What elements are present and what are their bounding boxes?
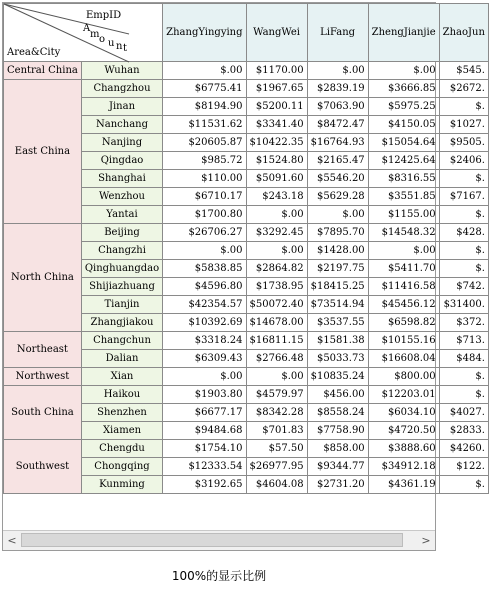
city-cell: Changzhou <box>81 80 162 98</box>
column-header-zhaojun[interactable]: ZhaoJun <box>439 4 488 62</box>
amount-cell: $6034.10 <box>368 404 439 422</box>
amount-cell: $.00 <box>163 62 246 80</box>
amount-cell: $.00 <box>163 242 246 260</box>
amount-cell: $1967.65 <box>246 80 307 98</box>
city-cell: Changzhi <box>81 242 162 260</box>
amount-cell: $57.50 <box>246 440 307 458</box>
amount-cell: $.00 <box>246 368 307 386</box>
amount-cell: $.00 <box>368 62 439 80</box>
amount-cell: $8558.24 <box>307 404 368 422</box>
amount-cell: $1524.80 <box>246 152 307 170</box>
amount-cell: $428. <box>439 224 488 242</box>
amount-cell: $14548.32 <box>368 224 439 242</box>
zoom-caption: 100%的显示比例 <box>171 569 267 583</box>
amount-cell: $7063.90 <box>307 98 368 116</box>
column-header-lifang[interactable]: LiFang <box>307 4 368 62</box>
amount-cell: $9484.68 <box>163 422 246 440</box>
amount-cell: $985.72 <box>163 152 246 170</box>
column-header-wangwei[interactable]: WangWei <box>246 4 307 62</box>
corner-amount-letter: n <box>116 41 123 52</box>
amount-cell: $45456.12 <box>368 296 439 314</box>
header-row <box>4 4 489 62</box>
amount-cell: $6677.17 <box>163 404 246 422</box>
area-cell: Northwest <box>4 368 82 386</box>
amount-cell: $9505. <box>439 134 488 152</box>
amount-cell: $701.83 <box>246 422 307 440</box>
table-row <box>4 224 489 242</box>
amount-cell: $5091.60 <box>246 170 307 188</box>
amount-cell: $122. <box>439 458 488 476</box>
amount-cell: $484. <box>439 350 488 368</box>
amount-cell: $858.00 <box>307 440 368 458</box>
amount-cell: $2197.75 <box>307 260 368 278</box>
area-cell: South China <box>4 386 82 440</box>
table-row <box>4 368 489 386</box>
amount-cell: $26977.95 <box>246 458 307 476</box>
corner-areacity-label: Area&City <box>7 47 61 58</box>
amount-cell: $6775.41 <box>163 80 246 98</box>
corner-amount-letter: A <box>83 23 91 34</box>
amount-cell: $1155.00 <box>368 206 439 224</box>
amount-cell: $2406. <box>439 152 488 170</box>
amount-cell: $2165.47 <box>307 152 368 170</box>
city-cell: Tianjin <box>81 296 162 314</box>
amount-cell: $2672. <box>439 80 488 98</box>
city-cell: Yantai <box>81 206 162 224</box>
amount-cell: $.00 <box>307 62 368 80</box>
amount-cell: $2864.82 <box>246 260 307 278</box>
amount-cell: $10422.35 <box>246 134 307 152</box>
amount-cell: $3318.24 <box>163 332 246 350</box>
amount-cell: $1700.80 <box>163 206 246 224</box>
amount-cell: $.00 <box>246 206 307 224</box>
amount-cell: $8342.28 <box>246 404 307 422</box>
report-viewer <box>2 2 485 551</box>
amount-cell: $. <box>439 170 488 188</box>
amount-cell: $4260. <box>439 440 488 458</box>
amount-cell: $5546.20 <box>307 170 368 188</box>
city-cell: Wenzhou <box>81 188 162 206</box>
area-cell: Southwest <box>4 440 82 494</box>
table-row <box>4 332 489 350</box>
amount-cell: $42354.57 <box>163 296 246 314</box>
amount-cell: $16764.93 <box>307 134 368 152</box>
scroll-left-icon[interactable]: < <box>7 534 17 547</box>
amount-cell: $12333.54 <box>163 458 246 476</box>
amount-cell: $2766.48 <box>246 350 307 368</box>
amount-cell: $10392.69 <box>163 314 246 332</box>
amount-cell: $1581.38 <box>307 332 368 350</box>
amount-cell: $. <box>439 476 488 494</box>
amount-cell: $10155.16 <box>368 332 439 350</box>
amount-cell: $1754.10 <box>163 440 246 458</box>
city-cell: Chongqing <box>81 458 162 476</box>
table-row <box>4 440 489 458</box>
corner-amount-letter: u <box>108 38 115 49</box>
city-cell: Shijiazhuang <box>81 278 162 296</box>
amount-cell: $6710.17 <box>163 188 246 206</box>
amount-cell: $18415.25 <box>307 278 368 296</box>
city-cell: Zhangjiakou <box>81 314 162 332</box>
amount-cell: $50072.40 <box>246 296 307 314</box>
amount-cell: $6309.43 <box>163 350 246 368</box>
amount-cell: $8194.90 <box>163 98 246 116</box>
amount-cell: $4604.08 <box>246 476 307 494</box>
amount-cell: $16608.04 <box>368 350 439 368</box>
amount-cell: $7758.90 <box>307 422 368 440</box>
amount-cell: $.00 <box>368 242 439 260</box>
amount-cell: $3292.45 <box>246 224 307 242</box>
amount-cell: $12203.01 <box>368 386 439 404</box>
table-row <box>4 62 489 80</box>
city-cell: Wuhan <box>81 62 162 80</box>
amount-cell: $73514.94 <box>307 296 368 314</box>
amount-cell: $2833. <box>439 422 488 440</box>
city-cell: Jinan <box>81 98 162 116</box>
amount-cell: $713. <box>439 332 488 350</box>
area-cell: Northeast <box>4 332 82 368</box>
amount-cell: $. <box>439 98 488 116</box>
area-cell: East China <box>4 80 82 224</box>
amount-cell: $1027. <box>439 116 488 134</box>
amount-cell: $3192.65 <box>163 476 246 494</box>
amount-cell: $2731.20 <box>307 476 368 494</box>
horizontal-scrollbar[interactable] <box>3 530 435 550</box>
amount-cell: $243.18 <box>246 188 307 206</box>
amount-cell: $. <box>439 386 488 404</box>
scroll-right-icon[interactable]: > <box>421 534 431 547</box>
amount-cell: $14678.00 <box>246 314 307 332</box>
city-cell: Beijing <box>81 224 162 242</box>
table-row <box>4 386 489 404</box>
city-cell: Qingdao <box>81 152 162 170</box>
amount-cell: $8316.55 <box>368 170 439 188</box>
amount-cell: $.00 <box>307 206 368 224</box>
amount-cell: $110.00 <box>163 170 246 188</box>
amount-cell: $16811.15 <box>246 332 307 350</box>
amount-cell: $12425.64 <box>368 152 439 170</box>
amount-cell: $4027. <box>439 404 488 422</box>
amount-cell: $1428.00 <box>307 242 368 260</box>
amount-cell: $4579.97 <box>246 386 307 404</box>
city-cell: Qinghuangdao <box>81 260 162 278</box>
city-cell: Shenzhen <box>81 404 162 422</box>
city-cell: Kunming <box>81 476 162 494</box>
amount-cell: $3537.55 <box>307 314 368 332</box>
amount-cell: $. <box>439 242 488 260</box>
amount-cell: $3341.40 <box>246 116 307 134</box>
city-cell: Xian <box>81 368 162 386</box>
amount-cell: $4150.05 <box>368 116 439 134</box>
amount-cell: $3888.60 <box>368 440 439 458</box>
amount-cell: $1738.95 <box>246 278 307 296</box>
amount-cell: $5629.28 <box>307 188 368 206</box>
amount-cell: $8472.47 <box>307 116 368 134</box>
amount-cell: $. <box>439 368 488 386</box>
amount-cell: $372. <box>439 314 488 332</box>
amount-cell: $34912.18 <box>368 458 439 476</box>
city-cell: Changchun <box>81 332 162 350</box>
corner-amount-letter: o <box>99 34 106 45</box>
amount-cell: $11416.58 <box>368 278 439 296</box>
amount-cell: $.00 <box>246 242 307 260</box>
amount-cell: $. <box>439 206 488 224</box>
amount-cell: $1170.00 <box>246 62 307 80</box>
city-cell: Haikou <box>81 386 162 404</box>
amount-cell: $3551.85 <box>368 188 439 206</box>
city-cell: Xiamen <box>81 422 162 440</box>
city-cell: Nanchang <box>81 116 162 134</box>
amount-cell: $2839.19 <box>307 80 368 98</box>
amount-cell: $6598.82 <box>368 314 439 332</box>
amount-cell: $5200.11 <box>246 98 307 116</box>
corner-amount-letter: t <box>123 43 128 54</box>
crosstab-table <box>3 3 489 494</box>
amount-cell: $5838.85 <box>163 260 246 278</box>
amount-cell: $800.00 <box>368 368 439 386</box>
amount-cell: $5411.70 <box>368 260 439 278</box>
amount-cell: $4596.80 <box>163 278 246 296</box>
amount-cell: $456.00 <box>307 386 368 404</box>
amount-cell: $742. <box>439 278 488 296</box>
amount-cell: $.00 <box>163 368 246 386</box>
corner-amount-letter: m <box>90 29 100 40</box>
amount-cell: $. <box>439 260 488 278</box>
corner-header-cell <box>4 4 163 62</box>
column-header-zhengjianjie[interactable]: ZhengJianjie <box>368 4 439 62</box>
amount-cell: $11531.62 <box>163 116 246 134</box>
amount-cell: $20605.87 <box>163 134 246 152</box>
amount-cell: $31400. <box>439 296 488 314</box>
table-row <box>4 80 489 98</box>
amount-cell: $7167. <box>439 188 488 206</box>
area-cell: Central China <box>4 62 82 80</box>
city-cell: Chengdu <box>81 440 162 458</box>
amount-cell: $5975.25 <box>368 98 439 116</box>
column-header-zhangyingying[interactable]: ZhangYingying <box>163 4 246 62</box>
corner-empid-label: EmpID <box>86 10 122 21</box>
city-cell: Dalian <box>81 350 162 368</box>
amount-cell: $545. <box>439 62 488 80</box>
amount-cell: $5033.73 <box>307 350 368 368</box>
city-cell: Shanghai <box>81 170 162 188</box>
amount-cell: $7895.70 <box>307 224 368 242</box>
amount-cell: $10835.24 <box>307 368 368 386</box>
amount-cell: $3666.85 <box>368 80 439 98</box>
amount-cell: $9344.77 <box>307 458 368 476</box>
scrollbar-thumb[interactable] <box>21 533 403 547</box>
city-cell: Nanjing <box>81 134 162 152</box>
amount-cell: $4361.19 <box>368 476 439 494</box>
amount-cell: $26706.27 <box>163 224 246 242</box>
area-cell: North China <box>4 224 82 332</box>
amount-cell: $1903.80 <box>163 386 246 404</box>
amount-cell: $15054.64 <box>368 134 439 152</box>
amount-cell: $4720.50 <box>368 422 439 440</box>
